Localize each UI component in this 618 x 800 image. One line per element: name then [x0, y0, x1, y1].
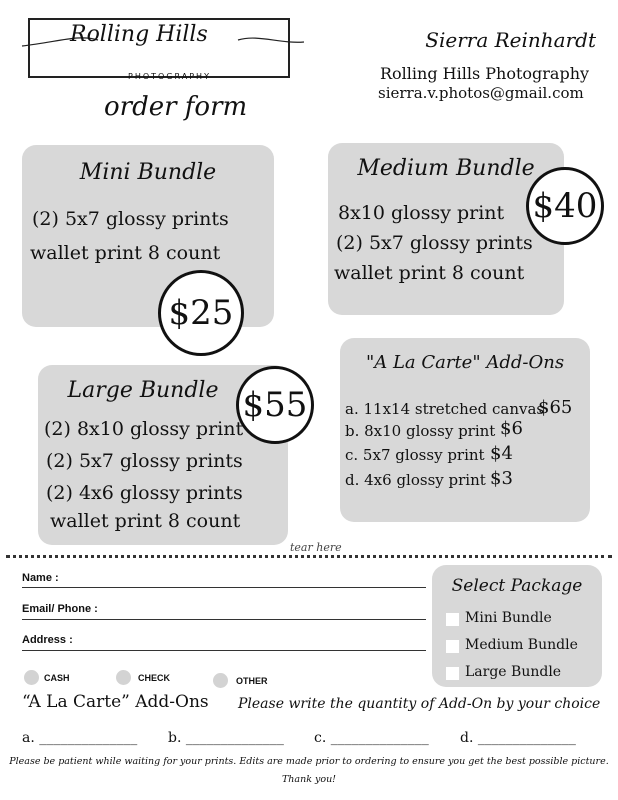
- tear-divider: [6, 555, 612, 558]
- alc-order-heading: “A La Carte” Add-Ons: [22, 692, 209, 712]
- alc-blank-d[interactable]: d. ______________: [460, 730, 576, 746]
- mini-bundle-price: $25: [158, 270, 244, 356]
- contact-name: Sierra Reinhardt: [425, 28, 596, 52]
- logo-rule-left: [32, 77, 124, 78]
- alc-blank-c[interactable]: c. ______________: [314, 730, 429, 746]
- medium-bundle-line-1: 8x10 glossy print: [338, 202, 505, 224]
- medium-bundle-title: Medium Bundle: [357, 156, 535, 181]
- select-package-title: Select Package: [451, 576, 583, 596]
- logo-rule-right: [228, 77, 286, 78]
- medium-bundle-price: $40: [526, 167, 604, 245]
- name-label: Name :: [22, 572, 59, 584]
- check-label: CHECK: [138, 673, 171, 683]
- logo-subtitle: PHOTOGRAPHY: [128, 72, 211, 81]
- large-bundle-line-4: wallet print 8 count: [50, 510, 241, 532]
- form-title: order form: [104, 92, 248, 122]
- addon-item-a: a. 11x14 stretched canvas: [345, 400, 545, 418]
- business-name: Rolling Hills Photography: [380, 64, 590, 83]
- alc-blank-b[interactable]: b. ______________: [168, 730, 284, 746]
- addon-price-a: $65: [538, 397, 573, 418]
- footer-note: Please be patient while waiting for your prints. Edits are made prior to ordering to ensure you get the best possible picture.: [9, 756, 609, 767]
- large-bundle-line-1: (2) 8x10 glossy print: [44, 418, 244, 440]
- large-bundle-line-2: (2) 5x7 glossy prints: [46, 450, 243, 472]
- contact-email: sierra.v.photos@gmail.com: [378, 84, 584, 102]
- alc-blank-a[interactable]: a. ______________: [22, 730, 138, 746]
- medium-bundle-line-3: wallet print 8 count: [334, 262, 525, 284]
- address-field[interactable]: [22, 650, 426, 651]
- footer-thanks: Thank you!: [281, 774, 337, 785]
- mini-bundle-line-1: (2) 5x7 glossy prints: [32, 208, 229, 230]
- addon-price-d: $3: [490, 468, 513, 489]
- medium-bundle-checkbox[interactable]: [446, 640, 459, 653]
- logo-title: Rolling Hills: [70, 22, 208, 47]
- other-label: OTHER: [236, 676, 268, 686]
- other-radio[interactable]: [213, 673, 228, 688]
- addon-price-c: $4: [490, 443, 513, 464]
- address-label: Address :: [22, 634, 73, 646]
- large-bundle-price: $55: [236, 366, 314, 444]
- mini-bundle-line-2: wallet print 8 count: [30, 242, 221, 264]
- name-field[interactable]: [22, 587, 426, 588]
- tear-label: tear here: [290, 541, 342, 554]
- large-bundle-title: Large Bundle: [67, 378, 219, 403]
- cash-label: CASH: [44, 673, 70, 683]
- cash-radio[interactable]: [24, 670, 39, 685]
- medium-bundle-line-2: (2) 5x7 glossy prints: [336, 232, 533, 254]
- addon-item-b: b. 8x10 glossy print: [345, 422, 496, 440]
- addon-price-b: $6: [500, 418, 523, 439]
- check-radio[interactable]: [116, 670, 131, 685]
- mini-bundle-checkbox[interactable]: [446, 613, 459, 626]
- medium-bundle-option: Medium Bundle: [465, 637, 578, 653]
- email-phone-field[interactable]: [22, 619, 426, 620]
- large-bundle-line-3: (2) 4x6 glossy prints: [46, 482, 243, 504]
- large-bundle-option: Large Bundle: [465, 664, 562, 680]
- mini-bundle-title: Mini Bundle: [79, 160, 217, 185]
- mini-bundle-option: Mini Bundle: [465, 610, 552, 626]
- addon-item-c: c. 5x7 glossy print: [345, 446, 485, 464]
- addons-title: "A La Carte" Add-Ons: [365, 352, 565, 373]
- large-bundle-checkbox[interactable]: [446, 667, 459, 680]
- alc-order-note: Please write the quantity of Add-On by your choice: [238, 696, 601, 712]
- addon-item-d: d. 4x6 glossy print: [345, 471, 486, 489]
- email-phone-label: Email/ Phone :: [22, 603, 98, 615]
